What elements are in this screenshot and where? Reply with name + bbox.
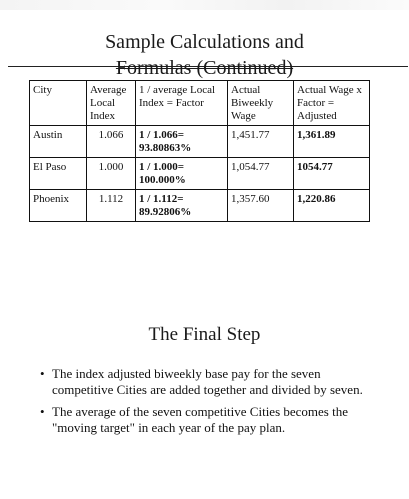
cell-factor: 1 / 1.066= 93.80863%: [136, 126, 228, 158]
cell-adjusted: 1054.77: [294, 158, 370, 190]
list-item: [40, 366, 370, 398]
cell-index: 1.066: [87, 126, 136, 158]
header-factor: 1 / average Local Index = Factor: [136, 81, 228, 126]
slide-title-line2: Formulas (Continued): [115, 57, 294, 79]
cell-adjusted: 1,220.86: [294, 190, 370, 222]
table-header-row: [30, 81, 370, 126]
cell-factor: 1 / 1.112= 89.92806%: [136, 190, 228, 222]
cell-index: 1.000: [87, 158, 136, 190]
slide-title-line1: Sample Calculations and: [105, 31, 304, 53]
calculation-table: [29, 80, 370, 222]
cell-biweekly: 1,451.77: [228, 126, 294, 158]
cell-adjusted: 1,361.89: [294, 126, 370, 158]
cell-biweekly: 1,054.77: [228, 158, 294, 190]
cell-city: Phoenix: [30, 190, 87, 222]
final-step-bullets: [40, 366, 370, 442]
cell-biweekly: 1,357.60: [228, 190, 294, 222]
bullet-text: The index adjusted biweekly base pay for the seven competitive Cities are added together and divided by seven.: [52, 366, 363, 397]
list-item: [40, 404, 370, 436]
bullet-dot-icon: •: [40, 404, 45, 419]
cell-city: El Paso: [30, 158, 87, 190]
final-step-title: The Final Step: [148, 324, 261, 345]
table-row: [30, 126, 370, 158]
scan-artifact: [0, 0, 409, 10]
cell-index: 1.112: [87, 190, 136, 222]
bullet-text: The average of the seven competitive Cities becomes the "moving target" in each year of the pay plan.: [52, 404, 348, 435]
cell-city: Austin: [30, 126, 87, 158]
bullet-dot-icon: •: [40, 366, 45, 381]
cell-factor: 1 / 1.000= 100.000%: [136, 158, 228, 190]
table-row: [30, 190, 370, 222]
table-row: [30, 158, 370, 190]
header-biweekly-wage: Actual Biweekly Wage: [228, 81, 294, 126]
header-adjusted-wage: Actual Wage x Factor = Adjusted: [294, 81, 370, 126]
header-average-index: Average Local Index: [87, 81, 136, 126]
header-city: City: [30, 81, 87, 126]
